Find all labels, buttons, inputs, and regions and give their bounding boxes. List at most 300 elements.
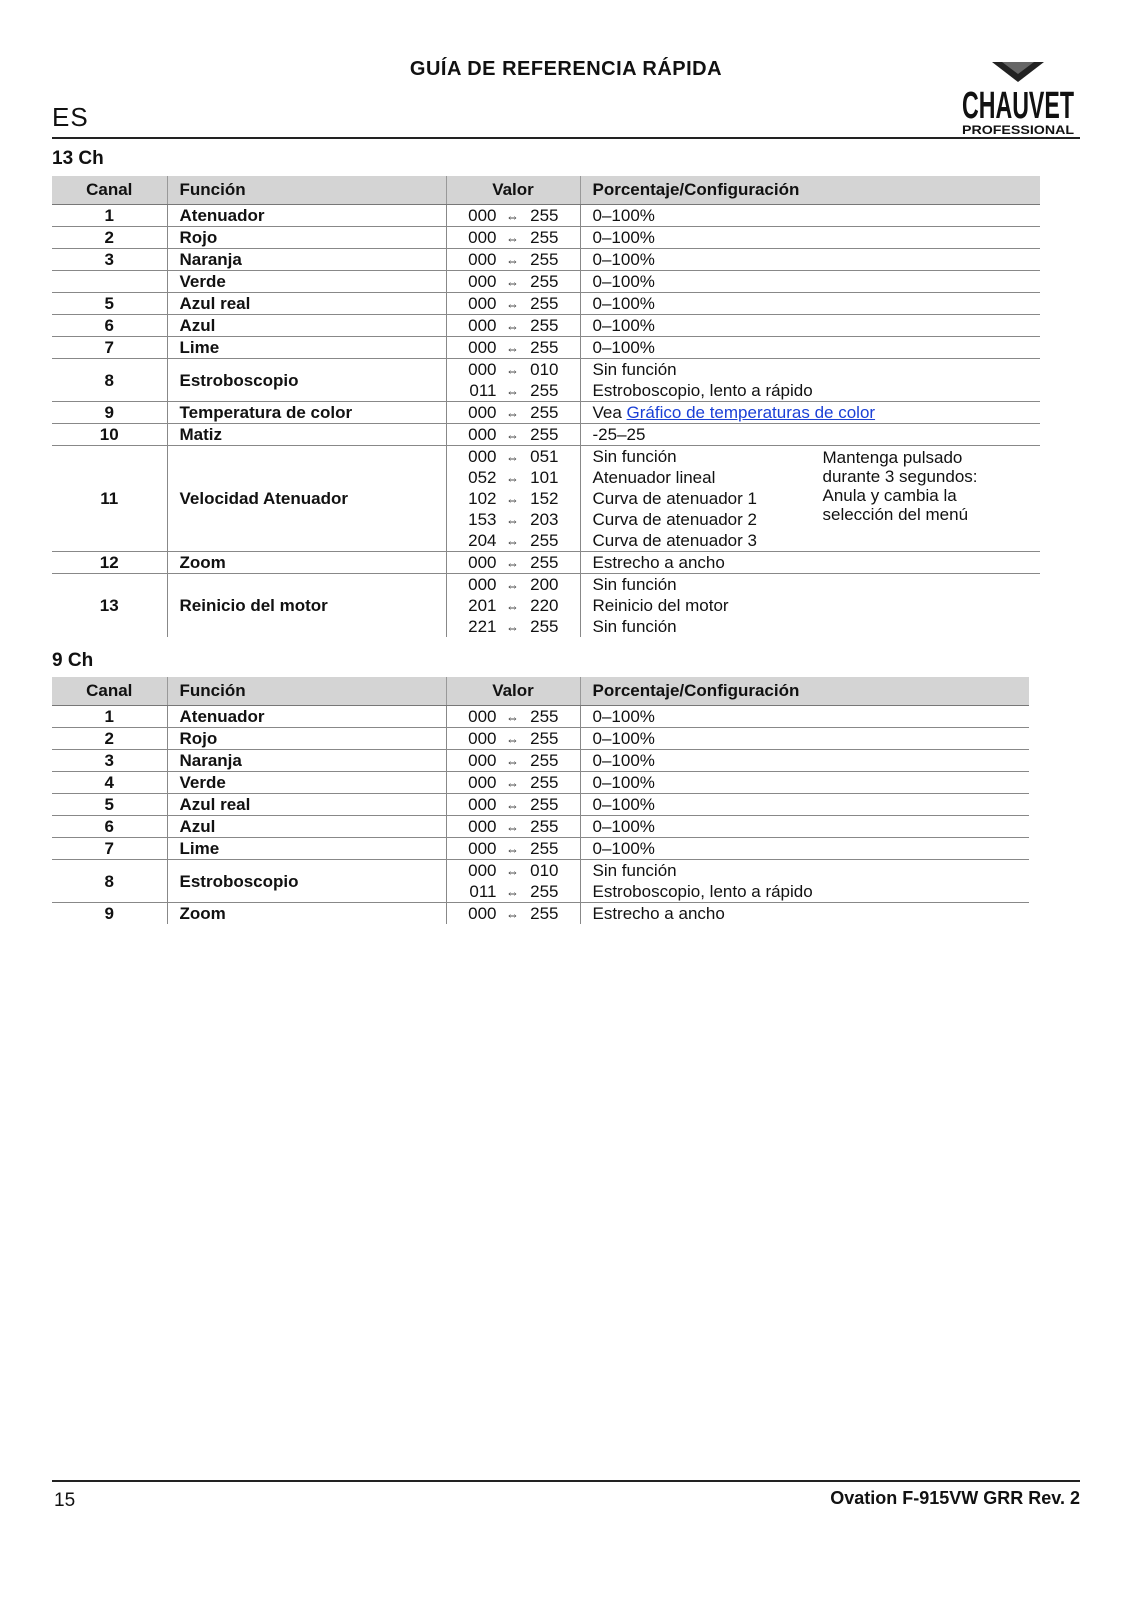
value-range bbox=[447, 903, 580, 924]
range-start: 000 bbox=[468, 839, 497, 858]
document-id: Ovation F-915VW GRR Rev. 2 bbox=[830, 1488, 1080, 1508]
range-end: 203 bbox=[530, 510, 559, 529]
value-range-cell bbox=[446, 772, 580, 794]
range-end: 255 bbox=[530, 707, 559, 726]
function-name: Naranja bbox=[167, 249, 446, 271]
value-range bbox=[447, 728, 580, 749]
value-range bbox=[447, 337, 580, 358]
table-row bbox=[52, 227, 1040, 249]
table-row bbox=[52, 728, 1029, 750]
color-temperature-chart-link[interactable]: Gráfico de temperaturas de color bbox=[626, 403, 876, 422]
setting-text: 0–100% bbox=[592, 272, 655, 291]
setting-text: 0–100% bbox=[592, 751, 655, 770]
setting-text: Sin función bbox=[592, 447, 677, 466]
function-name: Lime bbox=[167, 838, 446, 860]
table-row bbox=[52, 424, 1040, 446]
setting-cell bbox=[580, 446, 1040, 552]
range-arrow-icon: ⇔ bbox=[506, 341, 519, 356]
range-arrow-icon: ⇔ bbox=[506, 710, 519, 725]
range-arrow-icon: ⇔ bbox=[506, 864, 519, 879]
function-name: Matiz bbox=[167, 424, 446, 446]
table-row bbox=[52, 772, 1029, 794]
range-arrow-icon: ⇔ bbox=[506, 209, 519, 224]
channel-number: 8 bbox=[52, 359, 167, 402]
value-range-cell bbox=[446, 860, 580, 903]
channel-number bbox=[52, 271, 167, 293]
setting-list bbox=[593, 706, 1030, 727]
range-end: 255 bbox=[530, 206, 559, 225]
range-start: 102 bbox=[468, 489, 497, 508]
channel-number: 3 bbox=[52, 249, 167, 271]
table-row bbox=[52, 293, 1040, 315]
range-start: 204 bbox=[468, 531, 497, 550]
channel-number: 1 bbox=[52, 205, 167, 227]
range-arrow-icon: ⇔ bbox=[506, 798, 519, 813]
setting-list bbox=[593, 728, 1030, 749]
range-start: 000 bbox=[468, 272, 497, 291]
value-range-cell bbox=[446, 249, 580, 271]
range-start: 000 bbox=[468, 861, 497, 880]
function-name: Azul bbox=[167, 816, 446, 838]
logo-subtext: PROFESSIONAL bbox=[962, 123, 1074, 137]
range-end: 255 bbox=[530, 795, 559, 814]
setting-cell bbox=[580, 315, 1040, 337]
col-header-setting: Porcentaje/Configuración bbox=[580, 677, 1029, 706]
table-row bbox=[52, 359, 1040, 402]
setting-list bbox=[593, 750, 1030, 771]
table-row bbox=[52, 860, 1029, 903]
range-end: 220 bbox=[530, 596, 559, 615]
range-start: 000 bbox=[468, 553, 497, 572]
value-range-cell bbox=[446, 816, 580, 838]
range-start: 011 bbox=[469, 381, 497, 400]
range-start: 000 bbox=[468, 360, 497, 379]
value-range bbox=[447, 772, 580, 793]
setting-cell bbox=[580, 772, 1029, 794]
range-end: 255 bbox=[530, 839, 559, 858]
setting-text: Curva de atenuador 1 bbox=[592, 489, 757, 508]
value-range bbox=[447, 616, 580, 637]
header-divider bbox=[52, 137, 1080, 139]
table-row bbox=[52, 552, 1040, 574]
range-start: 000 bbox=[468, 338, 497, 357]
range-end: 255 bbox=[530, 617, 559, 636]
range-arrow-icon: ⇔ bbox=[506, 231, 519, 246]
value-range bbox=[447, 315, 580, 336]
value-range bbox=[447, 205, 580, 226]
channel-number: 7 bbox=[52, 337, 167, 359]
setting-list bbox=[593, 574, 1041, 637]
setting-cell bbox=[580, 337, 1040, 359]
function-name: Temperatura de color bbox=[167, 402, 446, 424]
menu-override-note: Mantenga pulsado durante 3 segundos: Anula y cambia la selección del menú bbox=[822, 448, 978, 524]
value-range bbox=[447, 509, 580, 530]
setting-text: Sin función bbox=[592, 861, 677, 880]
range-arrow-icon: ⇔ bbox=[506, 297, 519, 312]
range-start: 000 bbox=[468, 447, 497, 466]
setting-text: Sin función bbox=[592, 575, 677, 594]
range-arrow-icon: ⇔ bbox=[506, 820, 519, 835]
setting-list bbox=[593, 271, 1041, 292]
function-name: Estroboscopio bbox=[167, 860, 446, 903]
setting-list bbox=[593, 249, 1041, 270]
range-start: 000 bbox=[468, 425, 497, 444]
col-header-function: Función bbox=[167, 677, 446, 706]
setting-list bbox=[593, 772, 1030, 793]
setting-cell bbox=[580, 794, 1029, 816]
range-arrow-icon: ⇔ bbox=[506, 428, 519, 443]
value-range bbox=[447, 706, 580, 727]
setting-list bbox=[593, 315, 1041, 336]
chauvet-logo bbox=[958, 60, 1078, 138]
setting-list bbox=[593, 337, 1041, 358]
setting-cell bbox=[580, 227, 1040, 249]
setting-cell bbox=[580, 424, 1040, 446]
setting-cell bbox=[580, 728, 1029, 750]
setting-cell bbox=[580, 838, 1029, 860]
setting-text: Estrecho a ancho bbox=[592, 904, 725, 923]
channel-number: 12 bbox=[52, 552, 167, 574]
channel-number: 6 bbox=[52, 816, 167, 838]
function-name: Rojo bbox=[167, 728, 446, 750]
setting-text: Sin función bbox=[592, 617, 677, 636]
range-end: 255 bbox=[530, 338, 559, 357]
range-end: 255 bbox=[530, 729, 559, 748]
table-row bbox=[52, 315, 1040, 337]
value-range bbox=[447, 574, 580, 595]
value-range-cell bbox=[446, 293, 580, 315]
language-code: ES bbox=[52, 102, 89, 132]
channel-number: 11 bbox=[52, 446, 167, 552]
value-range-cell bbox=[446, 903, 580, 925]
function-name: Azul real bbox=[167, 293, 446, 315]
setting-text: Curva de atenuador 2 bbox=[592, 510, 757, 529]
value-range bbox=[447, 227, 580, 248]
setting-list bbox=[593, 794, 1030, 815]
range-end: 255 bbox=[530, 751, 559, 770]
range-arrow-icon: ⇔ bbox=[506, 471, 519, 486]
range-arrow-icon: ⇔ bbox=[506, 907, 519, 922]
table-row bbox=[52, 337, 1040, 359]
value-range bbox=[447, 249, 580, 270]
channel-number: 7 bbox=[52, 838, 167, 860]
range-end: 101 bbox=[530, 468, 559, 487]
function-name: Reinicio del motor bbox=[167, 574, 446, 638]
dmx-table-13ch bbox=[52, 176, 1040, 637]
range-arrow-icon: ⇔ bbox=[506, 556, 519, 571]
value-range bbox=[447, 359, 580, 380]
value-range-cell bbox=[446, 315, 580, 337]
range-end: 255 bbox=[530, 773, 559, 792]
range-end: 051 bbox=[530, 447, 559, 466]
value-range bbox=[447, 467, 580, 488]
range-arrow-icon: ⇔ bbox=[506, 842, 519, 857]
setting-cell bbox=[580, 293, 1040, 315]
function-name: Verde bbox=[167, 772, 446, 794]
range-end: 255 bbox=[530, 882, 559, 901]
setting-cell bbox=[580, 402, 1040, 424]
setting-cell bbox=[580, 903, 1029, 925]
col-header-function: Función bbox=[167, 176, 446, 205]
range-end: 255 bbox=[530, 403, 559, 422]
range-arrow-icon: ⇔ bbox=[506, 754, 519, 769]
table-row bbox=[52, 816, 1029, 838]
range-end: 255 bbox=[530, 904, 559, 923]
table-row bbox=[52, 750, 1029, 772]
value-range bbox=[447, 794, 580, 815]
channel-number: 1 bbox=[52, 706, 167, 728]
setting-prefix: Vea bbox=[592, 403, 627, 422]
table-row bbox=[52, 446, 1040, 552]
setting-text: Estrecho a ancho bbox=[592, 553, 725, 572]
setting-list bbox=[593, 838, 1030, 859]
channel-number: 5 bbox=[52, 293, 167, 315]
range-arrow-icon: ⇔ bbox=[506, 620, 519, 635]
channel-number: 9 bbox=[52, 402, 167, 424]
range-arrow-icon: ⇔ bbox=[506, 732, 519, 747]
value-range-cell bbox=[446, 574, 580, 638]
range-start: 000 bbox=[468, 575, 497, 594]
channel-number: 10 bbox=[52, 424, 167, 446]
range-start: 201 bbox=[468, 596, 497, 615]
col-header-channel: Canal bbox=[52, 176, 167, 205]
value-range bbox=[447, 860, 580, 881]
range-start: 000 bbox=[468, 316, 497, 335]
setting-cell bbox=[580, 271, 1040, 293]
range-start: 153 bbox=[468, 510, 497, 529]
value-range bbox=[447, 380, 580, 401]
range-end: 255 bbox=[530, 294, 559, 313]
value-range-cell bbox=[446, 359, 580, 402]
setting-cell bbox=[580, 574, 1040, 638]
setting-list bbox=[593, 359, 1041, 401]
value-range bbox=[447, 446, 580, 467]
value-range-cell bbox=[446, 794, 580, 816]
value-range bbox=[447, 402, 580, 423]
setting-text: Atenuador lineal bbox=[592, 468, 716, 487]
table-row bbox=[52, 205, 1040, 227]
value-range bbox=[447, 816, 580, 837]
value-range-cell bbox=[446, 838, 580, 860]
setting-text bbox=[593, 402, 1041, 423]
range-end: 255 bbox=[530, 381, 559, 400]
function-name: Naranja bbox=[167, 750, 446, 772]
setting-text: Estroboscopio, lento a rápido bbox=[592, 882, 813, 901]
channel-number: 3 bbox=[52, 750, 167, 772]
value-range-cell bbox=[446, 402, 580, 424]
setting-text: 0–100% bbox=[592, 817, 655, 836]
function-name: Verde bbox=[167, 271, 446, 293]
value-range bbox=[447, 750, 580, 771]
value-range-cell bbox=[446, 337, 580, 359]
channel-number: 5 bbox=[52, 794, 167, 816]
function-name: Azul bbox=[167, 315, 446, 337]
function-name: Rojo bbox=[167, 227, 446, 249]
dmx-table-9ch bbox=[52, 677, 1029, 924]
range-arrow-icon: ⇔ bbox=[506, 384, 519, 399]
range-arrow-icon: ⇔ bbox=[506, 319, 519, 334]
section-title-13ch: 13 Ch bbox=[52, 148, 104, 169]
channel-number: 4 bbox=[52, 772, 167, 794]
range-arrow-icon: ⇔ bbox=[506, 599, 519, 614]
function-name: Estroboscopio bbox=[167, 359, 446, 402]
setting-cell bbox=[580, 205, 1040, 227]
range-start: 000 bbox=[468, 250, 497, 269]
range-start: 000 bbox=[468, 751, 497, 770]
setting-list bbox=[593, 446, 1041, 551]
range-end: 255 bbox=[530, 272, 559, 291]
col-header-channel: Canal bbox=[52, 677, 167, 706]
setting-text: 0–100% bbox=[592, 250, 655, 269]
range-start: 052 bbox=[468, 468, 497, 487]
setting-text: Reinicio del motor bbox=[592, 596, 729, 615]
function-name: Zoom bbox=[167, 903, 446, 925]
function-name: Atenuador bbox=[167, 205, 446, 227]
range-start: 000 bbox=[468, 729, 497, 748]
range-end: 255 bbox=[530, 817, 559, 836]
setting-list bbox=[593, 860, 1030, 902]
setting-cell bbox=[580, 552, 1040, 574]
setting-cell bbox=[580, 750, 1029, 772]
range-end: 010 bbox=[530, 861, 559, 880]
setting-list bbox=[593, 552, 1041, 573]
channel-number: 2 bbox=[52, 728, 167, 750]
channel-number: 13 bbox=[52, 574, 167, 638]
value-range bbox=[447, 424, 580, 445]
range-arrow-icon: ⇔ bbox=[506, 275, 519, 290]
function-name: Lime bbox=[167, 337, 446, 359]
value-range bbox=[447, 595, 580, 616]
table-row bbox=[52, 794, 1029, 816]
logo-wordmark: CHAUVET bbox=[962, 85, 1074, 127]
table-row bbox=[52, 838, 1029, 860]
value-range bbox=[447, 838, 580, 859]
range-end: 255 bbox=[530, 553, 559, 572]
setting-text: 0–100% bbox=[592, 707, 655, 726]
value-range bbox=[447, 271, 580, 292]
setting-list bbox=[593, 227, 1041, 248]
setting-text: 0–100% bbox=[592, 294, 655, 313]
setting-cell bbox=[580, 359, 1040, 402]
value-range-cell bbox=[446, 446, 580, 552]
range-end: 255 bbox=[530, 531, 559, 550]
setting-cell bbox=[580, 860, 1029, 903]
setting-text: 0–100% bbox=[592, 206, 655, 225]
range-end: 255 bbox=[530, 250, 559, 269]
range-start: 000 bbox=[468, 403, 497, 422]
range-arrow-icon: ⇔ bbox=[506, 776, 519, 791]
range-arrow-icon: ⇔ bbox=[506, 513, 519, 528]
function-name: Velocidad Atenuador bbox=[167, 446, 446, 552]
page-title: GUÍA DE REFERENCIA RÁPIDA bbox=[409, 58, 723, 80]
range-start: 000 bbox=[468, 904, 497, 923]
range-start: 000 bbox=[468, 795, 497, 814]
value-range-cell bbox=[446, 552, 580, 574]
channel-number: 2 bbox=[52, 227, 167, 249]
range-end: 200 bbox=[530, 575, 559, 594]
function-name: Azul real bbox=[167, 794, 446, 816]
range-start: 000 bbox=[468, 206, 497, 225]
range-end: 255 bbox=[530, 425, 559, 444]
range-arrow-icon: ⇔ bbox=[506, 450, 519, 465]
table-row bbox=[52, 271, 1040, 293]
setting-text: 0–100% bbox=[592, 795, 655, 814]
range-start: 000 bbox=[468, 228, 497, 247]
range-arrow-icon: ⇔ bbox=[506, 578, 519, 593]
page-number: 15 bbox=[54, 1490, 76, 1511]
setting-list bbox=[593, 816, 1030, 837]
value-range bbox=[447, 552, 580, 573]
range-start: 000 bbox=[468, 294, 497, 313]
value-range-cell bbox=[446, 271, 580, 293]
channel-number: 8 bbox=[52, 860, 167, 903]
value-range-cell bbox=[446, 706, 580, 728]
range-start: 221 bbox=[468, 617, 497, 636]
col-header-setting: Porcentaje/Configuración bbox=[580, 176, 1040, 205]
setting-cell bbox=[580, 816, 1029, 838]
value-range-cell bbox=[446, 205, 580, 227]
section-title-9ch: 9 Ch bbox=[52, 650, 94, 671]
setting-text: -25–25 bbox=[592, 425, 646, 444]
table-row bbox=[52, 402, 1040, 424]
table-row bbox=[52, 903, 1029, 925]
range-end: 255 bbox=[530, 228, 559, 247]
value-range-cell bbox=[446, 227, 580, 249]
setting-list bbox=[593, 205, 1041, 226]
value-range-cell bbox=[446, 728, 580, 750]
setting-text: 0–100% bbox=[592, 729, 655, 748]
setting-list bbox=[593, 424, 1041, 445]
setting-text: 0–100% bbox=[592, 338, 655, 357]
col-header-value: Valor bbox=[446, 677, 580, 706]
range-arrow-icon: ⇔ bbox=[506, 406, 519, 421]
setting-text: 0–100% bbox=[592, 839, 655, 858]
channel-number: 6 bbox=[52, 315, 167, 337]
value-range-cell bbox=[446, 424, 580, 446]
range-end: 010 bbox=[530, 360, 559, 379]
setting-text: 0–100% bbox=[592, 316, 655, 335]
col-header-value: Valor bbox=[446, 176, 580, 205]
setting-cell bbox=[580, 249, 1040, 271]
setting-cell bbox=[580, 706, 1029, 728]
range-arrow-icon: ⇔ bbox=[506, 492, 519, 507]
value-range-cell bbox=[446, 750, 580, 772]
range-arrow-icon: ⇔ bbox=[506, 534, 519, 549]
table-row bbox=[52, 249, 1040, 271]
value-range bbox=[447, 530, 580, 551]
range-end: 255 bbox=[530, 316, 559, 335]
range-arrow-icon: ⇔ bbox=[506, 253, 519, 268]
setting-list bbox=[593, 402, 1041, 423]
footer-divider bbox=[52, 1480, 1080, 1482]
setting-text: Estroboscopio, lento a rápido bbox=[592, 381, 813, 400]
range-arrow-icon: ⇔ bbox=[506, 885, 519, 900]
range-start: 000 bbox=[468, 817, 497, 836]
channel-number: 9 bbox=[52, 903, 167, 925]
setting-list bbox=[593, 293, 1041, 314]
table-row bbox=[52, 706, 1029, 728]
setting-text: Sin función bbox=[592, 360, 677, 379]
function-name: Zoom bbox=[167, 552, 446, 574]
range-start: 000 bbox=[468, 707, 497, 726]
setting-text: 0–100% bbox=[592, 773, 655, 792]
value-range bbox=[447, 881, 580, 902]
range-start: 000 bbox=[468, 773, 497, 792]
table-row bbox=[52, 574, 1040, 638]
value-range bbox=[447, 293, 580, 314]
range-arrow-icon: ⇔ bbox=[506, 363, 519, 378]
setting-text: 0–100% bbox=[592, 228, 655, 247]
